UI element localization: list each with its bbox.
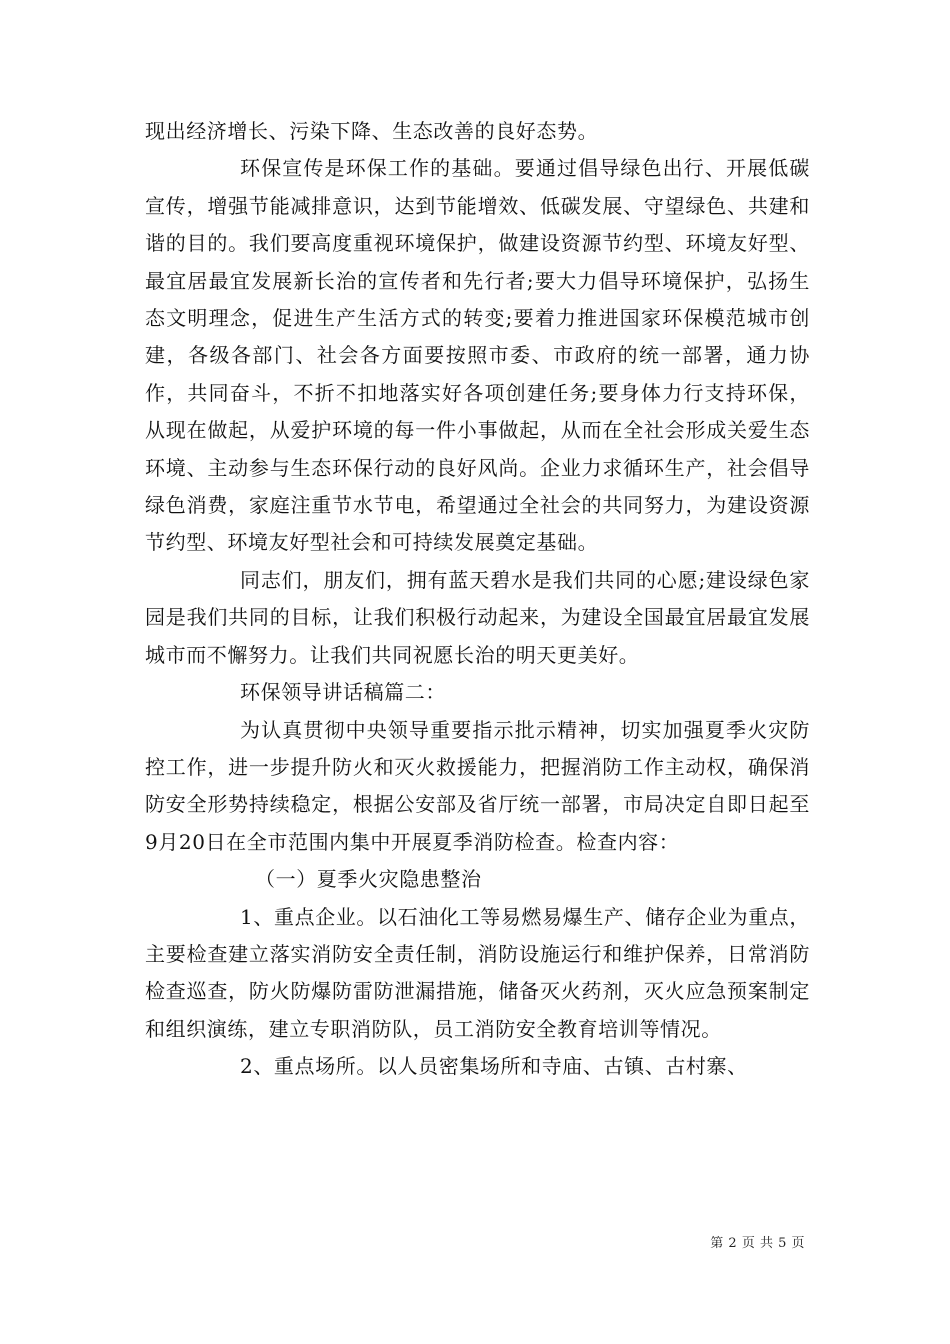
paragraph-fire-inspection: 为认真贯彻中央领导重要指示批示精神，切实加强夏季火灾防控工作，进一步提升防火和灭火救援能力，把握消防工作主动权，确保消防安全形势持续稳定，根据公安部及省厅统一部署，市局决定自即日起至9月20日在全市范围内集中开展夏季消防检查。检查内容： xyxy=(145,717,810,854)
section-heading: 环保领导讲话稿篇二： xyxy=(240,680,446,705)
paragraph-closing: 同志们，朋友们，拥有蓝天碧水是我们共同的心愿;建设绿色家园是我们共同的目标，让我们积极行动起来，为建设全国最宜居最宜发展城市而不懈努力。让我们共同祝愿长治的明天更美好。 xyxy=(145,567,810,667)
paragraph-publicity: 环保宣传是环保工作的基础。要通过倡导绿色出行、开展低碳宣传，增强节能减排意识，达到节能增效、低碳发展、守望绿色、共建和谐的目的。我们要高度重视环境保护，做建设资源节约型、环境友好型、最宜居最宜发展新长治的宣传者和先行者;要大力倡导环境保护，弘扬生态文明理念，促进生产生活方式的转变;要着力推进国家环保模范城市创建，各级各部门、社会各方面要按照市委、市政府的统一部署，通力协作，共同奋斗，不折不扣地落实好各项创建任务;要身体力行支持环保，从现在做起，从爱护环境的每一件小事做起，从而在全社会形成关爱生态环境、主动参与生态环保行动的良好风尚。企业力求循环生产，社会倡导绿色消费，家庭注重节水节电，希望通过全社会的共同努力，为建设资源节约型、环境友好型社会和可持续发展奠定基础。 xyxy=(145,156,810,555)
paragraph-key-venues: 2、重点场所。以人员密集场所和寺庙、古镇、古村寨、 xyxy=(240,1054,748,1079)
paragraph-key-enterprises: 1、重点企业。以石油化工等易燃易爆生产、储存企业为重点，主要检查建立落实消防安全责任制，消防设施运行和维护保养，日常消防检查巡查，防火防爆防雷防泄漏措施，储备灭火药剂，灭火应急预案制定和组织演练，建立专职消防队，员工消防安全教育培训等情况。 xyxy=(145,904,810,1041)
paragraph-continuation: 现出经济增长、污染下降、生态改善的良好态势。 xyxy=(145,119,599,143)
subsection-heading: （一）夏季火灾隐患整治 xyxy=(255,867,482,892)
document-body xyxy=(145,113,810,1086)
page-number: 第 2 页 共 5 页 xyxy=(710,1236,805,1251)
